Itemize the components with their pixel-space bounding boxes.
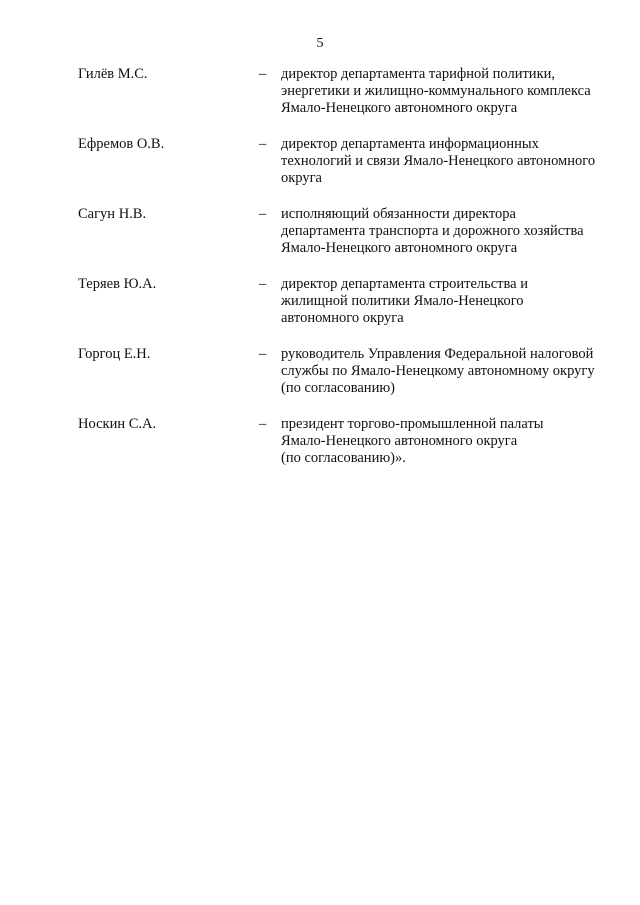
position-line: руководитель Управления Федеральной налоговой: [281, 346, 594, 362]
member-name: Носкин С.А.: [78, 416, 157, 432]
position-line: Ямало-Ненецкого автономного округа: [281, 100, 518, 116]
member-position: [281, 206, 616, 257]
member-position: [281, 276, 616, 327]
dash-separator: –: [259, 206, 267, 222]
list-item: [0, 136, 640, 206]
list-item: [0, 206, 640, 276]
member-position: [281, 346, 616, 397]
position-line: директор департамента строительства и: [281, 276, 528, 292]
dash-separator: –: [259, 346, 267, 362]
member-list: [0, 66, 640, 486]
member-name: Теряев Ю.А.: [78, 276, 157, 292]
position-line: директор департамента информационных: [281, 136, 539, 152]
position-line: округа: [281, 170, 322, 186]
position-line: Ямало-Ненецкого автономного округа: [281, 240, 518, 256]
list-item: [0, 416, 640, 486]
member-name: Ефремов О.В.: [78, 136, 165, 152]
dash-separator: –: [259, 66, 267, 82]
position-line: исполняющий обязанности директора: [281, 206, 516, 222]
dash-separator: –: [259, 416, 267, 432]
position-line: технологий и связи Ямало-Ненецкого автономного: [281, 153, 596, 169]
position-line: департамента транспорта и дорожного хозяйства: [281, 223, 584, 239]
member-name: Гилёв М.С.: [78, 66, 148, 82]
dash-separator: –: [259, 136, 267, 152]
position-line: директор департамента тарифной политики,: [281, 66, 555, 82]
position-line: службы по Ямало-Ненецкому автономному округу: [281, 363, 595, 379]
page-number: 5: [316, 36, 324, 51]
position-line: Ямало-Ненецкого автономного округа: [281, 433, 518, 449]
position-line: (по согласованию)».: [281, 450, 406, 466]
position-line: автономного округа: [281, 310, 404, 326]
list-item: [0, 276, 640, 346]
position-line: энергетики и жилищно-коммунального комплекса: [281, 83, 591, 99]
position-line: жилищной политики Ямало-Ненецкого: [281, 293, 524, 309]
member-name: Горгоц Е.Н.: [78, 346, 151, 362]
member-name: Сагун Н.В.: [78, 206, 147, 222]
position-line: президент торгово-промышленной палаты: [281, 416, 544, 432]
dash-separator: –: [259, 276, 267, 292]
member-position: [281, 66, 616, 117]
member-position: [281, 416, 616, 467]
member-position: [281, 136, 616, 187]
list-item: [0, 66, 640, 136]
position-line: (по согласованию): [281, 380, 395, 396]
list-item: [0, 346, 640, 416]
